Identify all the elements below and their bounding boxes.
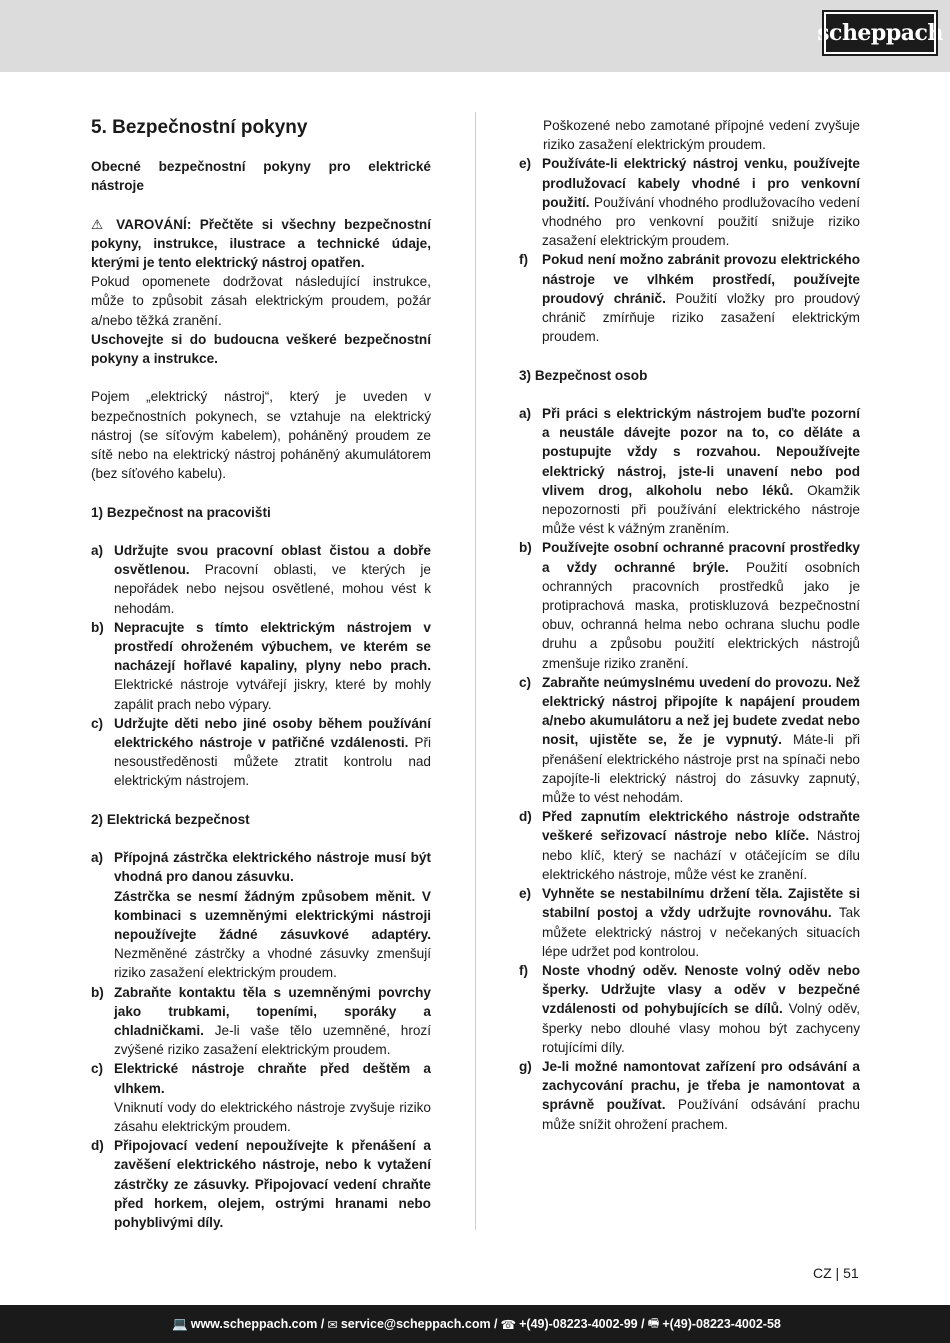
item-text: Okamžik nepozornosti při používání elektrického nástroje může vést k vážným zraněním.: [542, 482, 860, 537]
section-2-heading: 2) Elektrická bezpečnost: [91, 811, 250, 827]
item-text: Používání vhodného prodlužovacího vedení vhodného pro venkovní použití snižuje riziko zasažení elektrickým proudem.: [542, 194, 860, 249]
item-bold: Pokud není možno zabránit provozu elektrického nástroje ve vlhkém prostředí, používejte proudový chránič.: [542, 252, 860, 306]
item-bold: Při práci s elektrickým nástrojem buďte pozorní a neustále dávejte pozor na to, co děláte a postupujte vždy s rozvahou. Nepoužívejte elektrický nástroj, jste-li unavení nebo pod vlivem drog, alkoholu nebo léků.: [542, 406, 860, 498]
fax-icon: 🖷: [647, 1315, 660, 1330]
warning-text: Pokud opomenete dodržovat následující instrukce, může to způsobit zásah elektrickým proudem, požár a/nebo těžká zranění.: [91, 274, 431, 328]
item-bold: Udržujte svou pracovní oblast čistou a dobře osvětlenou.: [114, 543, 431, 578]
item-label: a): [519, 406, 532, 422]
list-item: [91, 618, 431, 714]
item-label: c): [519, 674, 532, 690]
item-bold: Vyhněte se nestabilnímu držení těla. Zajistěte si stabilní postoj a vždy udržujte rovnováhu.: [542, 886, 860, 921]
item-text: Pracovní oblasti, ve kterých je nepořádek nebo nejsou osvětlené, mohou vést k nehodám.: [114, 562, 431, 616]
column-divider: [475, 112, 476, 1230]
footer-phone: +(49)-08223-4002-99 /: [519, 1317, 645, 1331]
item-bold: Zabraňte neúmyslnému uvedení do provozu. Než elektrický nástroj připojíte k napájení proudem a/nebo akumulátoru a než jej budete zvedat nebo nosit, ujistěte se, že je vypnutý.: [542, 674, 860, 748]
footer-email[interactable]: service@scheppach.com /: [340, 1317, 498, 1331]
item-label: d): [519, 809, 532, 825]
section-3-heading: 3) Bezpečnost osob: [519, 367, 648, 383]
item-bold: Je-li možné namontovat zařízení pro odsávání a zachycování prachu, je třeba je namontovat a správně používat.: [542, 1058, 860, 1113]
item-bold: Nepracujte s tímto elektrickým nástrojem v prostředí ohroženém výbuchem, ve kterém se nacházejí hořlavé kapaliny, plyny nebo prach.: [114, 619, 431, 674]
item-text: Použití vložky pro proudový chránič zmírňuje riziko zasažení elektrickým proudem.: [542, 290, 860, 345]
phone-icon: ☎: [500, 1317, 517, 1332]
item-bold: Udržujte děti nebo jiné osoby během používání elektrického nástroje v patřičné vzdálenosti.: [114, 715, 431, 751]
envelope-icon: ✉: [327, 1317, 338, 1332]
list-item: [91, 1059, 431, 1136]
item-bold: Přípojná zástrčka elektrického nástroje musí být vhodná pro danou zásuvku.: [114, 850, 431, 885]
item-text: Tak můžete elektrický nástroj v nečekaných situacích lépe udržet pod kontrolou.: [542, 905, 861, 959]
item-bold: Připojovací vedení nepoužívejte k přenášení a zavěšení elektrického nástroje, nebo k vytažení zástrčky ze zásuvky. Připojovací vedení chraňte před horkem, olejem, ostrými hranami nebo pohyblivými díly.: [114, 1138, 431, 1231]
item-label: e): [519, 156, 532, 172]
list-item: [519, 1057, 860, 1134]
item-label: g): [519, 1058, 532, 1074]
item-bold: Zabraňte kontaktu těla s uzemněnými povrchy jako trubkami, topeními, sporáky a chladničkami.: [114, 984, 431, 1039]
left-column: [91, 116, 431, 1232]
keep-instructions: Uschovejte si do budoucna veškeré bezpečnostní pokyny a instrukce.: [91, 331, 431, 367]
item-label: a): [91, 850, 104, 866]
item-label: b): [91, 984, 104, 1000]
item-text: Při nesoustředěnosti můžete ztratit kontrolu nad elektrickým nástrojem.: [114, 735, 432, 789]
list-item: [519, 807, 860, 884]
item-text: Máte-li při přenášení elektrického nástroje prst na spínači nebo zapojíte-li elektrický nástroj do zásuvky zapnutý, může to vést nehodám.: [542, 732, 860, 806]
intro-heading: Obecné bezpečnostní pokyny pro elektrické nástroje: [91, 159, 431, 194]
scheppach-logo: scheppach: [824, 12, 936, 54]
item-label: c): [91, 1061, 104, 1077]
footer-fax: +(49)-08223-4002-58: [662, 1317, 781, 1331]
item-bold: Noste vhodný oděv. Nenoste volný oděv nebo šperky. Udržujte vlasy a oděv v bezpečné vzdálenosti od pohybujících se dílů.: [542, 962, 860, 1017]
list-item: [519, 404, 860, 538]
item-text: Volný oděv, šperky nebo dlouhé vlasy mohou být zachyceny rotujícími díly.: [542, 1001, 860, 1055]
item-label: c): [91, 715, 104, 731]
warning-bold: ⚠ VAROVÁNÍ: Přečtěte si všechny bezpečnostní pokyny, instrukce, ilustrace a technické údaje, kterými je tento elektrický nástroj opatřen.: [91, 216, 431, 270]
list-item: [91, 848, 431, 982]
right-column: [519, 116, 860, 1134]
item-bold: Používejte osobní ochranné pracovní prostředky a vždy ochranné brýle.: [542, 540, 860, 575]
item-text: Je-li vaše tělo uzemněné, hrozí zvýšené riziko zasažení elektrickým proudem.: [114, 1023, 431, 1058]
item-text: Používání odsávání prachu může snížit ohrožení prachem.: [542, 1097, 860, 1132]
item-text: Elektrické nástroje vytvářejí jiskry, které by mohly zapálit prach nebo výpary.: [114, 677, 431, 712]
list-item: [519, 884, 860, 961]
item-label: d): [91, 1138, 104, 1154]
item-label: b): [519, 540, 532, 556]
continued-text: Poškozené nebo zamotané přípojné vedení zvyšuje riziko zasažení elektrickým proudem.: [543, 118, 860, 153]
item-bold: Používáte-li elektrický nástroj venku, používejte prodlužovací kabely vhodné i pro venkovní použití.: [542, 156, 860, 210]
list-item: [519, 673, 860, 807]
list-item: [519, 961, 860, 1057]
item-text: Nástroj nebo klíč, který se nachází v otáčejícím se dílu elektrického nástroje, může vést ke zranění.: [542, 828, 860, 882]
item-text: Vniknutí vody do elektrického nástroje zvyšuje riziko zásahu elektrickým proudem.: [114, 1099, 431, 1135]
footer-website[interactable]: www.scheppach.com /: [190, 1317, 325, 1331]
page-number: CZ | 51: [813, 1265, 859, 1281]
list-item: [519, 154, 860, 250]
item-label: f): [519, 962, 529, 978]
item-bold: Před zapnutím elektrického nástroje odstraňte veškeré seřizovací nástroje nebo klíče.: [542, 809, 860, 844]
list-item: [519, 250, 860, 346]
item-label: a): [91, 543, 104, 558]
laptop-icon: 💻: [172, 1316, 188, 1331]
section-title: 5. Bezpečnostní pokyny: [91, 117, 308, 138]
section-1-heading: 1) Bezpečnost na pracovišti: [91, 504, 271, 520]
item-text: Použití osobních ochranných pracovních prostředků jako je protiprachová maska, protiskluzová bezpečnostní obuv, ochranná helma nebo ochrana sluchu podle druhu a způsobu použití elektrických nástrojů zmenšuje riziko zranění.: [542, 559, 860, 671]
list-item: [91, 541, 431, 618]
item-label: e): [519, 886, 532, 902]
term-definition: Pojem „elektrický nástroj“, který je uveden v bezpečnostních pokynech, se vztahuje na elektrický nástroj (se síťovým kabelem), poháněný proudem ze sítě nebo na elektrický nástroj poháněný akumulátorem (bez síťového kabelu).: [91, 389, 431, 482]
list-item: [91, 1136, 431, 1232]
item-label: f): [519, 252, 529, 268]
list-item: [91, 714, 431, 791]
list-item: [519, 538, 860, 672]
item-label: b): [91, 619, 104, 635]
footer-bar: [0, 1305, 950, 1343]
item-text: Nezměněné zástrčky a vhodné zásuvky zmenšují riziko zasažení elektrickým proudem.: [114, 946, 431, 981]
item-bold: Elektrické nástroje chraňte před deštěm a vlhkem.: [114, 1061, 431, 1096]
item-bold: Zástrčka se nesmí žádným způsobem měnit. V kombinaci s uzemněnými elektrickými nástroji nepoužívejte žádné zásuvkové adaptéry.: [114, 888, 431, 943]
header-bar: [0, 0, 950, 72]
list-item: [91, 983, 431, 1060]
